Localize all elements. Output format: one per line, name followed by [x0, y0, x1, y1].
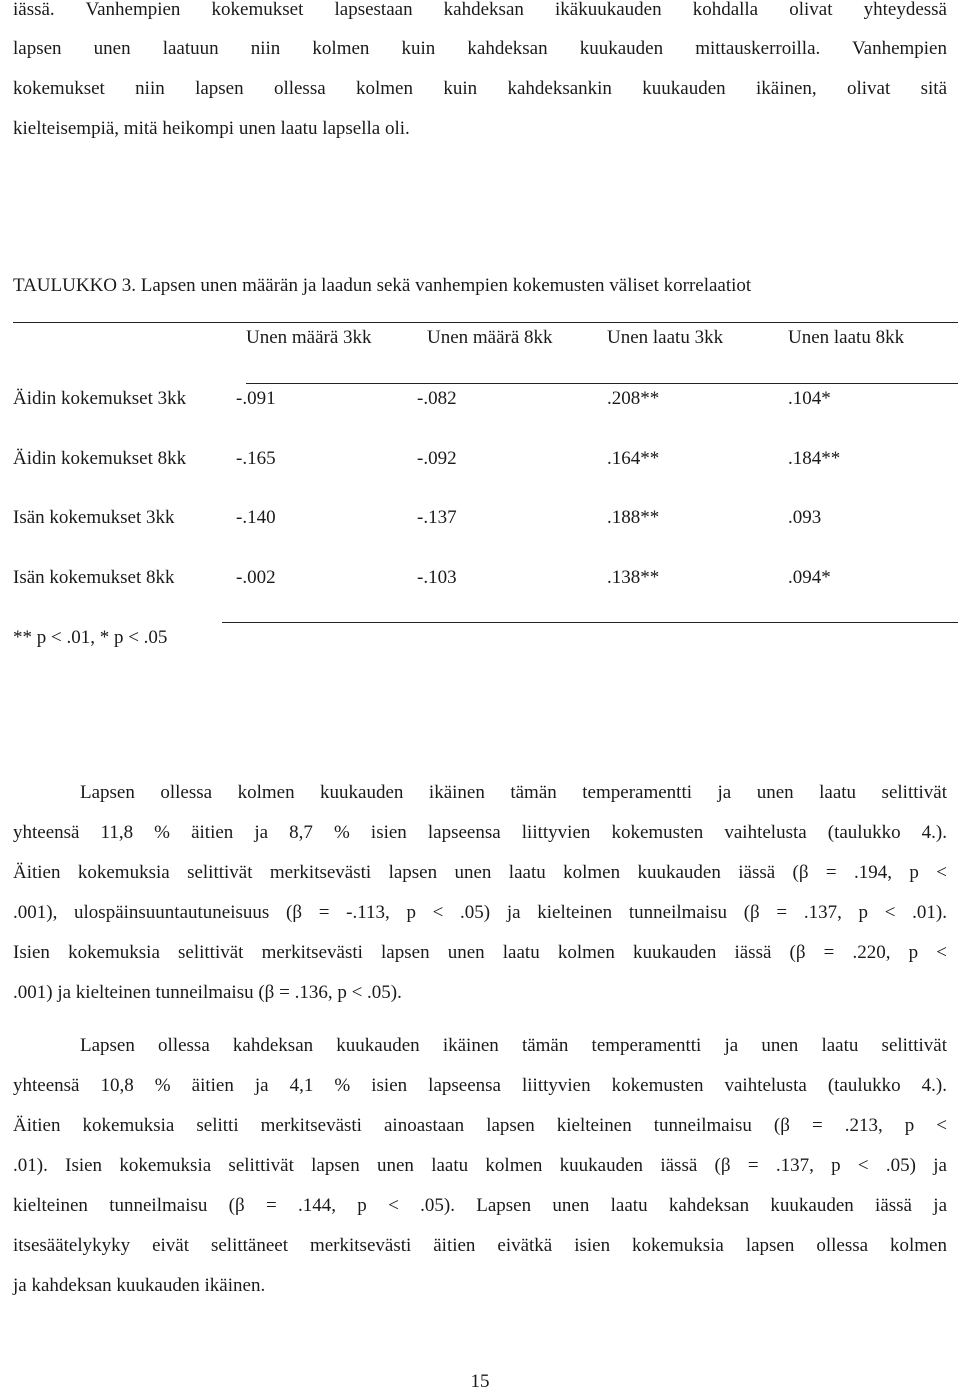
paragraph-2-line-5: Isien kokemuksia selittivät merkitsevästi lapsen unen laatu kolmen kuukauden iässä (β = .220, p <	[13, 942, 947, 963]
table-cell: -.082	[417, 388, 457, 409]
table-cell: -.103	[417, 567, 457, 588]
paragraph-2-line-4: .001), ulospäinsuuntautuneisuus (β = -.113, p < .05) ja kielteinen tunneilmaisu (β = .137, p < .01).	[13, 902, 947, 923]
table-cell: .184**	[788, 448, 841, 469]
paragraph-2-line-2: yhteensä 11,8 % äitien ja 8,7 % isien lapseensa liittyvien kokemusten vaihtelusta (taulukko 4.).	[13, 822, 947, 843]
paragraph-2-line-6: .001) ja kielteinen tunneilmaisu (β = .136, p < .05).	[13, 982, 402, 1003]
paragraph-3-line-2: yhteensä 10,8 % äitien ja 4,1 % isien lapseensa liittyvien kokemusten vaihtelusta (taulukko 4.).	[13, 1075, 947, 1096]
top-paragraph-line-3: kokemukset niin lapsen ollessa kolmen kuin kahdeksankin kuukauden ikäinen, olivat sitä	[13, 78, 947, 99]
top-paragraph-line-2: lapsen unen laatuun niin kolmen kuin kahdeksan kuukauden mittauskerroilla. Vanhempien	[13, 38, 947, 59]
table-cell: .094*	[788, 567, 831, 588]
table-cell: -.140	[236, 507, 276, 528]
table-bottom-rule	[222, 622, 958, 623]
paragraph-2-line-3: Äitien kokemuksia selittivät merkitsevästi lapsen unen laatu kolmen kuukauden iässä (β = .194, p <	[13, 862, 947, 883]
row-label: Isän kokemukset 3kk	[13, 507, 175, 528]
row-label: Äidin kokemukset 3kk	[13, 388, 187, 409]
header-rule	[246, 383, 958, 384]
table-cell: .093	[788, 507, 822, 528]
table-cell: .104*	[788, 388, 831, 409]
table-top-rule	[13, 322, 958, 323]
table-cell: -.002	[236, 567, 276, 588]
paragraph-3-line-6: itsesäätelykyky eivät selittäneet merkitsevästi äitien eivätkä isien kokemuksia lapsen ollessa kolmen	[13, 1235, 947, 1256]
paragraph-3-line-7: ja kahdeksan kuukauden ikäinen.	[13, 1275, 266, 1296]
top-paragraph-line-1: iässä. Vanhempien kokemukset lapsestaan kahdeksan ikäkuukauden kohdalla olivat yhteydessä	[13, 0, 947, 20]
row-label: Äidin kokemukset 8kk	[13, 448, 187, 469]
paragraph-3-line-4: .01). Isien kokemuksia selittivät lapsen unen laatu kolmen kuukauden iässä (β = .137, p < .05) ja	[13, 1155, 947, 1176]
row-label: Isän kokemukset 8kk	[13, 567, 175, 588]
page-number: 15	[470, 1371, 490, 1392]
table-cell: -.091	[236, 388, 276, 409]
table-cell: -.092	[417, 448, 457, 469]
table-footnote: ** p < .01, * p < .05	[13, 627, 168, 648]
top-paragraph-line-4: kielteisempiä, mitä heikompi unen laatu lapsella oli.	[13, 118, 410, 139]
table-cell: .188**	[607, 507, 660, 528]
table-cell: -.165	[236, 448, 276, 469]
paragraph-2-line-1: Lapsen ollessa kolmen kuukauden ikäinen tämän temperamentti ja unen laatu selittivät	[80, 782, 947, 803]
paragraph-3-line-5: kielteinen tunneilmaisu (β = .144, p < .05). Lapsen unen laatu kahdeksan kuukauden iässä ja	[13, 1195, 947, 1216]
paragraph-3-line-1: Lapsen ollessa kahdeksan kuukauden ikäinen tämän temperamentti ja unen laatu selittivät	[80, 1035, 947, 1056]
column-header: Unen laatu 8kk	[788, 327, 905, 348]
column-header: Unen laatu 3kk	[607, 327, 724, 348]
table-cell: .208**	[607, 388, 660, 409]
table-cell: -.137	[417, 507, 457, 528]
column-header: Unen määrä 8kk	[427, 327, 553, 348]
table-cell: .164**	[607, 448, 660, 469]
table-caption: TAULUKKO 3. Lapsen unen määrän ja laadun sekä vanhempien kokemusten väliset korrelaatiot	[13, 275, 752, 296]
table-cell: .138**	[607, 567, 660, 588]
paragraph-3-line-3: Äitien kokemuksia selitti merkitsevästi ainoastaan lapsen kielteinen tunneilmaisu (β = .213, p <	[13, 1115, 947, 1136]
column-header: Unen määrä 3kk	[246, 327, 372, 348]
